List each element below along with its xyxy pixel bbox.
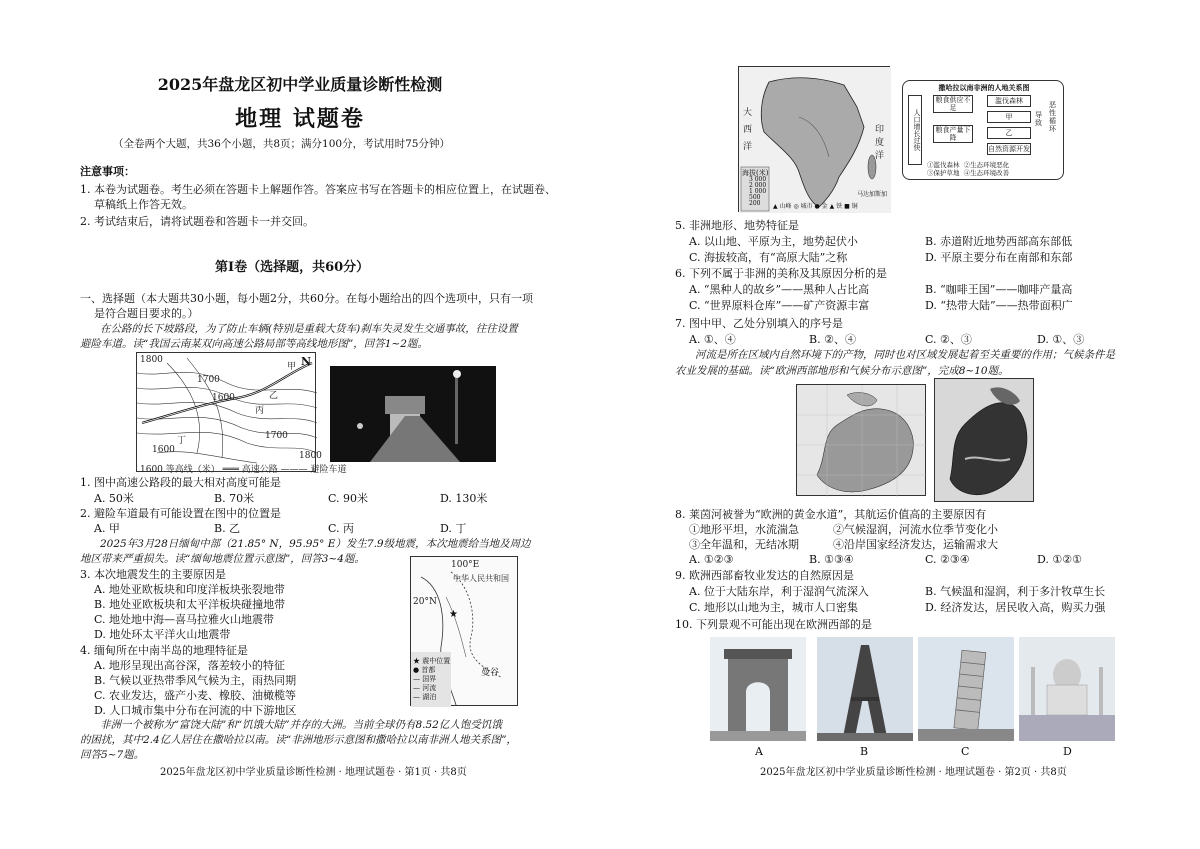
intro2-a: 2025年3月28日缅甸中部（21.85° N，95.95° E）发生7.9级地震，本次地震给当地及周边: [100, 538, 531, 550]
intro2-b: 地区带来严重损失。读“缅甸地震位置示意图”，回答3~4题。: [80, 553, 365, 565]
relation-vicious-cycle: 恶性循环: [1049, 101, 1056, 133]
point-ding: 丁: [177, 436, 187, 446]
photo-eiffel-tower[interactable]: [817, 637, 913, 741]
q9-option-d[interactable]: D. 经济发达，居民收入高，购买力强: [925, 601, 1106, 614]
relation-population-box: 人口增长过快: [908, 95, 922, 165]
escape-lane-photo: [330, 366, 496, 462]
label-xi: 西: [743, 125, 753, 135]
q7-stem: 7. 图中甲、乙处分别填入的序号是: [675, 317, 843, 330]
q6-option-b[interactable]: B. “咖啡王国”——咖啡产量高: [925, 283, 1073, 296]
contour-legend: 1600 等高线（米） ═══ 高速公路 ——— 避险车道: [140, 465, 347, 475]
pisa-tower-illustration: [918, 637, 1014, 741]
notice-2: 2. 考试结束后，请将试题卷和答题卡一并交回。: [80, 215, 314, 228]
q8-item-4: ④沿岸国家经济发达，运输需求大: [833, 538, 998, 551]
q8-item-2: ②气候湿润，河流水位季节变化小: [833, 523, 998, 536]
q5-option-b[interactable]: B. 赤道附近地势西部高东部低: [925, 235, 1073, 248]
africa-map: [738, 66, 890, 212]
photo-label-d: D: [1063, 745, 1072, 758]
q7-option-b[interactable]: B. ②、④: [809, 333, 856, 346]
legend-river: — 河流: [413, 684, 437, 692]
photo-label-b: B: [860, 745, 869, 758]
q8-option-a[interactable]: A. ①②③: [689, 553, 734, 566]
legend-border: — 国界: [413, 675, 437, 683]
europe-terrain-map: [796, 384, 926, 496]
map-lat-label: 20°N: [413, 597, 437, 607]
intro4-b: 农业发展的基础。读“欧洲西部地形和气候分布示意图”，完成8~10题。: [675, 365, 1009, 377]
relation-box-yi: 乙: [987, 127, 1031, 139]
elevation-3000: 3 000: [749, 176, 767, 183]
q6-stem: 6. 下列不属于非洲的美称及其原因分析的是: [675, 267, 887, 280]
arc-de-triomphe-illustration: [710, 637, 806, 741]
q8-item-3: ③全年温和，无结冰期: [689, 538, 799, 551]
q1-options: [94, 491, 574, 506]
map-lon-label: 100°E: [451, 560, 480, 570]
relation-box-jia: 甲: [987, 111, 1031, 123]
q2-option-c[interactable]: C. 丙: [328, 522, 355, 535]
section-title: 第Ⅰ卷（选择题，共60分）: [215, 260, 370, 275]
q9-row-2: [689, 600, 1189, 615]
q1-option-c[interactable]: C. 90米: [328, 492, 369, 505]
page-2: [600, 0, 1200, 849]
relation-option-4: ④生态环境改善: [963, 169, 1010, 177]
q8-option-c[interactable]: C. ②③④: [925, 553, 970, 566]
elevation-1000: 1 000: [749, 188, 767, 195]
photo-label-a: A: [755, 745, 763, 758]
legend-gold: ● 金: [814, 203, 828, 210]
intro4-a: 河流是所在区域内自然环境下的产物，同时也对区域发展起着至关重要的作用；气候条件是: [695, 349, 1115, 361]
q7-option-d[interactable]: D. ①、③: [1037, 333, 1085, 346]
contour-label-1800-b: 1800: [299, 451, 322, 461]
contour-map: [136, 352, 322, 472]
europe-climate-map: [934, 378, 1034, 502]
q8-options: [689, 552, 1189, 567]
q4-option-a[interactable]: A. 地形呈现出高谷深，落差较小的特征: [94, 659, 285, 672]
notice-1a: 1. 本卷为试题卷。考生必须在答题卡上解题作答。答案应书写在答题卡的相应位置上，在试题卷、: [80, 183, 556, 196]
q5-row-1: [689, 234, 1189, 249]
map-bangkok-label: 曼谷: [481, 668, 500, 678]
label-du: 度: [875, 138, 885, 148]
contour-label-1700-a: 1700: [197, 375, 220, 385]
point-bing: 丙: [255, 406, 265, 416]
q2-option-a[interactable]: A. 甲: [94, 522, 120, 535]
q4-option-c[interactable]: C. 农业发达，盛产小麦、橡胶、油橄榄等: [94, 689, 297, 702]
q1-option-b[interactable]: B. 70米: [214, 492, 255, 505]
label-da: 大: [743, 108, 753, 118]
contour-label-1600-b: 1600: [152, 445, 175, 455]
myanmar-map: [410, 556, 518, 706]
q8-items-row-2: [689, 537, 1189, 552]
photo-taj-mahal[interactable]: [1019, 637, 1115, 741]
q1-stem: 1. 图中高速公路段的最大相对高度可能是: [80, 476, 281, 489]
legend-iron: ▲ 铁: [829, 203, 843, 210]
intro3-b: 的困扰，其中2.4亿人居住在撒哈拉以南。读“非洲地形示意图和撒哈拉以南非洲人地关系图”，: [80, 734, 517, 746]
legend-capital: ● 首都: [413, 666, 436, 674]
q4-option-b[interactable]: B. 气候以亚热带季风气候为主，雨热同期: [94, 674, 297, 687]
europe-terrain-drawing: [797, 385, 927, 497]
photo-leaning-tower-pisa[interactable]: [918, 637, 1014, 741]
q3-option-a[interactable]: A. 地处亚欧板块和印度洋板块张裂地带: [94, 583, 285, 596]
legend-epicenter: ★ 震中位置: [413, 657, 451, 665]
part1-heading-a: 一、选择题（本大题共30小题，每小题2分，共60分。在每小题给出的四个选项中，只有一项: [80, 292, 533, 305]
q8-items-row-1: [689, 522, 1189, 537]
q8-stem: 8. 莱茵河被誉为“欧洲的黄金水道”，其航运价值高的主要原因有: [675, 508, 987, 521]
taj-mahal-illustration: [1019, 637, 1115, 741]
contour-label-1800-a: 1800: [140, 355, 163, 365]
exam-info: （全卷两个大题，共36个小题，共8页；满分100分，考试用时75分钟）: [113, 138, 450, 150]
q4-option-d[interactable]: D. 人口城市集中分布在河流的中下游地区: [94, 704, 297, 717]
q9-stem: 9. 欧洲西部畜牧业发达的自然原因是: [675, 569, 854, 582]
legend-city: ◎ 城市: [793, 203, 813, 210]
q2-options: [94, 521, 574, 536]
elevation-legend-title: 海拔(米): [742, 169, 769, 177]
human-land-relation-diagram: [902, 80, 1064, 180]
relation-box-food-shortage: 粮食供应不足: [933, 95, 973, 113]
photo-label-c: C: [961, 745, 970, 758]
q5-stem: 5. 非洲地形、地势特征是: [675, 219, 799, 232]
q9-option-b[interactable]: B. 气候温和湿润，利于多汁牧草生长: [925, 585, 1106, 598]
q3-stem: 3. 本次地震发生的主要原因是: [80, 568, 226, 581]
relation-title: 撒哈拉以南非洲的人地关系图: [938, 83, 1030, 92]
label-yang-atlantic: 洋: [743, 142, 753, 152]
myanmar-map-legend: [413, 657, 450, 702]
exam-title: 2025年盘龙区初中学业质量诊断性检测: [157, 75, 443, 94]
q7-option-a[interactable]: A. ①、④: [689, 333, 736, 346]
relation-lead-to: 导致: [1035, 111, 1042, 127]
label-yin: 印: [875, 125, 885, 135]
relation-option-2: ②生态环境恶化: [963, 161, 1010, 169]
q9-option-c[interactable]: C. 地形以山地为主，城市人口密集: [689, 601, 859, 614]
intro3-c: 回答5~7题。: [80, 749, 145, 761]
contour-label-1600-a: 1600: [212, 393, 235, 403]
q8-item-1: ①地形平坦，水流湍急: [689, 523, 799, 536]
relation-box-resource-dev: 自然资源开发: [988, 145, 1030, 153]
eiffel-tower-illustration: [817, 637, 913, 741]
relation-box-yield-decline: 粮食产量下降: [933, 125, 973, 143]
q5-option-c[interactable]: C. 海拔较高，有“高原大陆”之称: [689, 251, 848, 264]
label-yang-indian: 洋: [875, 151, 885, 161]
madagascar-label: 马达加斯加: [857, 191, 888, 198]
q5-option-d[interactable]: D. 平原主要分布在南部和东部: [925, 251, 1073, 264]
map-china-label: 中华人民共和国: [453, 574, 509, 583]
escape-lane-illustration: [330, 366, 496, 462]
part1-heading-b: 是符合题目要求的。）: [94, 307, 199, 320]
q4-stem: 4. 缅甸所在中南半岛的地理特征是: [80, 644, 248, 657]
point-yi: 乙: [269, 391, 279, 401]
elevation-2000: 2 000: [749, 182, 767, 189]
q6-row-2: [689, 298, 1189, 313]
q2-stem: 2. 避险车道最有可能设置在图中的位置是: [80, 507, 281, 520]
relation-option-3: ③保护草地: [927, 169, 960, 177]
notice-title: 注意事项：: [80, 165, 135, 178]
elevation-500: 500: [749, 194, 761, 201]
q8-option-d[interactable]: D. ①②①: [1037, 553, 1083, 566]
q9-row-1: [689, 584, 1189, 599]
q5-option-a[interactable]: A. 以山地、平原为主，地势起伏小: [689, 235, 858, 248]
legend-lake: — 湖泊: [413, 693, 437, 701]
q3-option-b[interactable]: B. 地处亚欧板块和太平洋板块碰撞地带: [94, 598, 286, 611]
page-2-footer: 2025年盘龙区初中学业质量诊断性检测 · 地理试题卷 · 第2页 · 共8页: [760, 767, 1067, 778]
africa-symbol-legend: [773, 201, 858, 210]
q5-row-2: [689, 250, 1189, 265]
elevation-legend: [749, 177, 766, 207]
q2-option-b[interactable]: B. 乙: [214, 522, 241, 535]
elevation-200: 200: [749, 200, 761, 207]
notice-1b: 草稿纸上作答无效。: [94, 198, 193, 211]
exam-subtitle: 地理 试题卷: [235, 106, 365, 132]
q3-option-c[interactable]: C. 地处地中海—喜马拉雅火山地震带: [94, 613, 275, 626]
relation-option-1: ①滥伐森林: [927, 161, 960, 169]
relation-options: [927, 161, 1009, 177]
relation-box-deforestation: 滥伐森林: [987, 95, 1031, 107]
europe-climate-drawing: [935, 379, 1035, 503]
q6-option-c[interactable]: C. “世界原料仓库”——矿产资源丰富: [689, 299, 870, 312]
legend-peak: ▲ 山峰: [773, 203, 792, 210]
epicenter-star-icon: ★: [449, 609, 458, 620]
q1-option-d[interactable]: D. 130米: [440, 492, 488, 505]
q9-option-a[interactable]: A. 位于大陆东岸，利于湿润气流深入: [689, 585, 869, 598]
q1-option-a[interactable]: A. 50米: [94, 492, 134, 505]
q3-option-d[interactable]: D. 地处环太平洋火山地震带: [94, 628, 231, 641]
point-jia: 甲: [287, 362, 297, 372]
contour-label-1700-b: 1700: [265, 431, 288, 441]
q6-option-a[interactable]: A. “黑种人的故乡”——黑种人占比高: [689, 283, 870, 296]
intro1-b: 避险车道。读“我国云南某双向高速公路局部等高线地形图”，回答1~2题。: [80, 338, 428, 350]
q6-option-d[interactable]: D. “热带大陆”——热带面积广: [925, 299, 1073, 312]
q2-option-d[interactable]: D. 丁: [440, 522, 467, 535]
north-arrow-icon: N: [300, 355, 311, 368]
intro3-a: 非洲一个被称为“富饶大陆”和“饥饿大陆”并存的大洲。当前全球仍有8.52亿人饱受饥饿: [100, 719, 502, 731]
q7-options: [689, 332, 1189, 347]
photo-arc-de-triomphe[interactable]: [710, 637, 806, 741]
q8-option-b[interactable]: B. ①③④: [809, 553, 854, 566]
page-1-footer: 2025年盘龙区初中学业质量诊断性检测 · 地理试题卷 · 第1页 · 共8页: [160, 767, 467, 778]
q7-option-c[interactable]: C. ②、③: [925, 333, 972, 346]
q10-stem: 10. 下列景观不可能出现在欧洲西部的是: [675, 618, 872, 631]
legend-copper: ■ 铜: [844, 203, 858, 210]
q6-row-1: [689, 282, 1189, 297]
intro1-a: 在公路的长下坡路段，为了防止车辆(特别是重载大货车)刹车失灵发生交通事故，往往设置: [100, 323, 518, 335]
